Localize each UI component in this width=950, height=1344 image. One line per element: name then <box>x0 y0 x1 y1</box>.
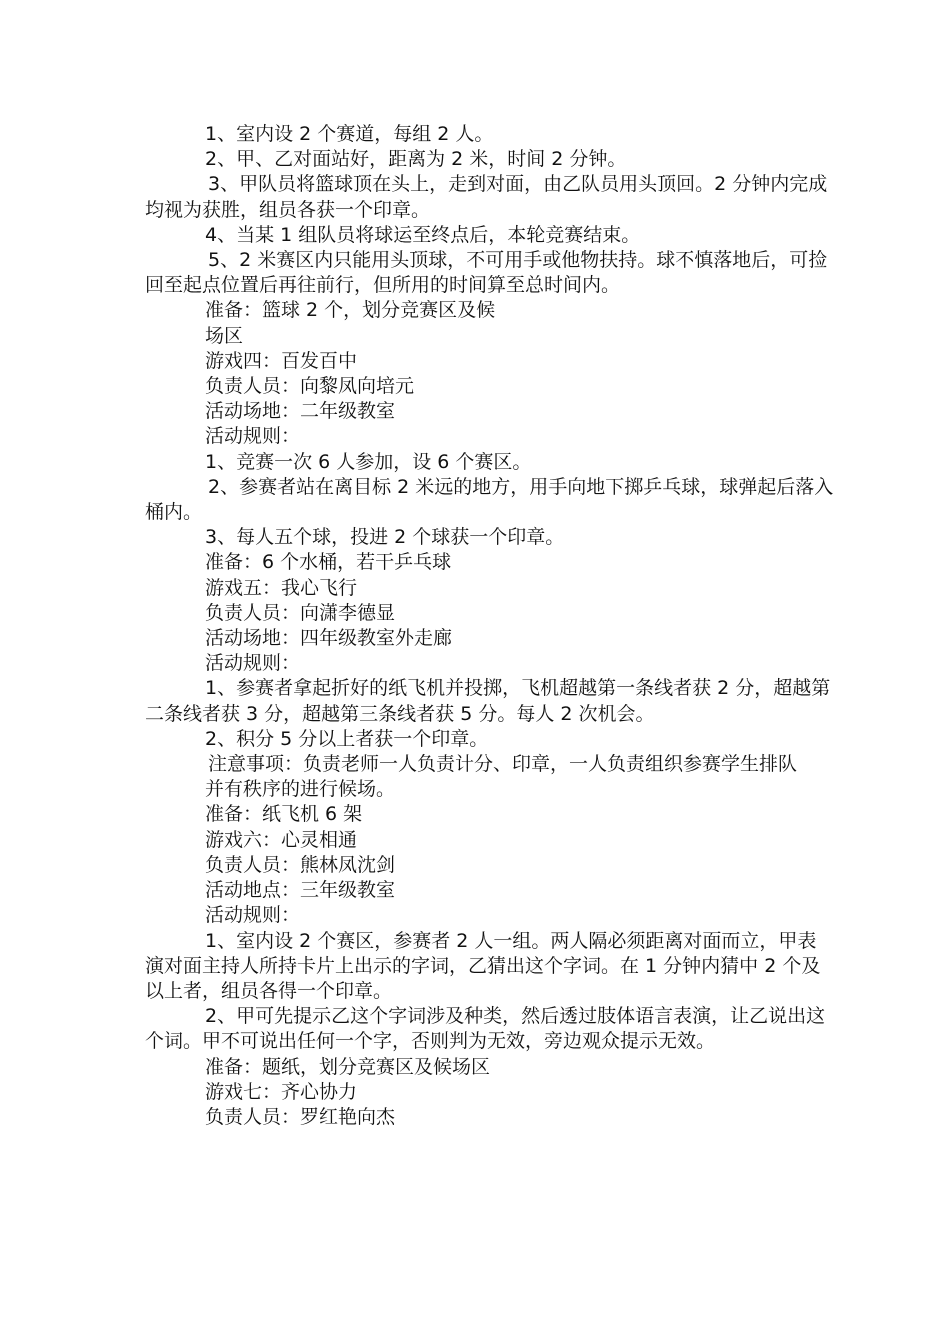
preparation-line: 准备：题纸，划分竞赛区及候场区 <box>205 1055 491 1078</box>
rule-item-1: 1、参赛者拿起折好的纸飞机并投掷，飞机超越第一条线者获 2 分，超越第二条线者获 3 分，超越第三条线者获 5 分。每人 2 次机会。 <box>145 677 831 725</box>
preparation-line-continued: 场区 <box>205 324 244 347</box>
rule-item-3: 3、甲队员将篮球顶在头上，走到对面，由乙队员用头顶回。2 分钟内完成均视为获胜，组员各获一个印章。 <box>145 173 828 221</box>
rules-heading: 活动规则： <box>205 652 301 675</box>
activity-venue: 活动场地：二年级教室 <box>205 400 396 423</box>
rule-item-1: 1、室内设 2 个赛区，参赛者 2 人一组。两人隔必须距离对面而立，甲表演对面主持人所持卡片上出示的字词，乙猜出这个字词。在 1 分钟内猜中 2 个及以上者，组员各得一个印章。 <box>145 929 821 1002</box>
notes-line-continued: 并有秩序的进行候场。 <box>205 778 396 801</box>
game-title: 游戏五：我心飞行 <box>205 576 358 599</box>
rule-item-4: 4、当某 1 组队员将球运至终点后，本轮竞赛结束。 <box>205 223 641 246</box>
responsible-staff: 负责人员：熊林凤沈剑 <box>205 853 396 876</box>
activity-venue: 活动场地：四年级教室外走廊 <box>205 627 453 650</box>
game-title: 游戏六：心灵相通 <box>205 828 358 851</box>
activity-venue: 活动地点：三年级教室 <box>205 879 396 902</box>
rules-heading: 活动规则： <box>205 425 301 448</box>
rule-item-2: 2、积分 5 分以上者获一个印章。 <box>205 727 489 750</box>
document-body <box>145 122 835 1130</box>
game-title: 游戏四：百发百中 <box>205 349 358 372</box>
rule-item-5: 5、2 米赛区内只能用头顶球，不可用手或他物扶持。球不慎落地后，可捡回至起点位置后再往前行，但所用的时间算至总时间内。 <box>145 249 828 297</box>
rule-item-1: 1、室内设 2 个赛道，每组 2 人。 <box>205 123 494 145</box>
rule-item-2: 2、甲可先提示乙这个字词涉及种类，然后透过肢体语言表演，让乙说出这个词。甲不可说出任何一个字，否则判为无效，旁边观众提示无效。 <box>145 1005 826 1053</box>
preparation-line: 准备：6 个水桶，若干乒乓球 <box>205 551 452 574</box>
rule-item-3: 3、每人五个球，投进 2 个球获一个印章。 <box>205 526 565 549</box>
game-title: 游戏七：齐心协力 <box>205 1080 358 1103</box>
notes-line: 注意事项：负责老师一人负责计分、印章，一人负责组织参赛学生排队 <box>208 753 798 776</box>
rules-heading: 活动规则： <box>205 904 301 927</box>
preparation-line: 准备：纸飞机 6 架 <box>205 803 363 826</box>
rule-item-1: 1、竞赛一次 6 人参加，设 6 个赛区。 <box>205 450 532 473</box>
preparation-line: 准备：篮球 2 个，划分竞赛区及候 <box>205 299 496 322</box>
responsible-staff: 负责人员：向黎凤向培元 <box>205 375 415 398</box>
rule-item-2: 2、参赛者站在离目标 2 米远的地方，用手向地下掷乒乓球，球弹起后落入桶内。 <box>145 475 834 524</box>
responsible-staff: 负责人员：向潇李德显 <box>205 601 396 624</box>
rule-item-2: 2、甲、乙对面站好，距离为 2 米，时间 2 分钟。 <box>205 148 627 171</box>
responsible-staff: 负责人员：罗红艳向杰 <box>205 1105 396 1128</box>
